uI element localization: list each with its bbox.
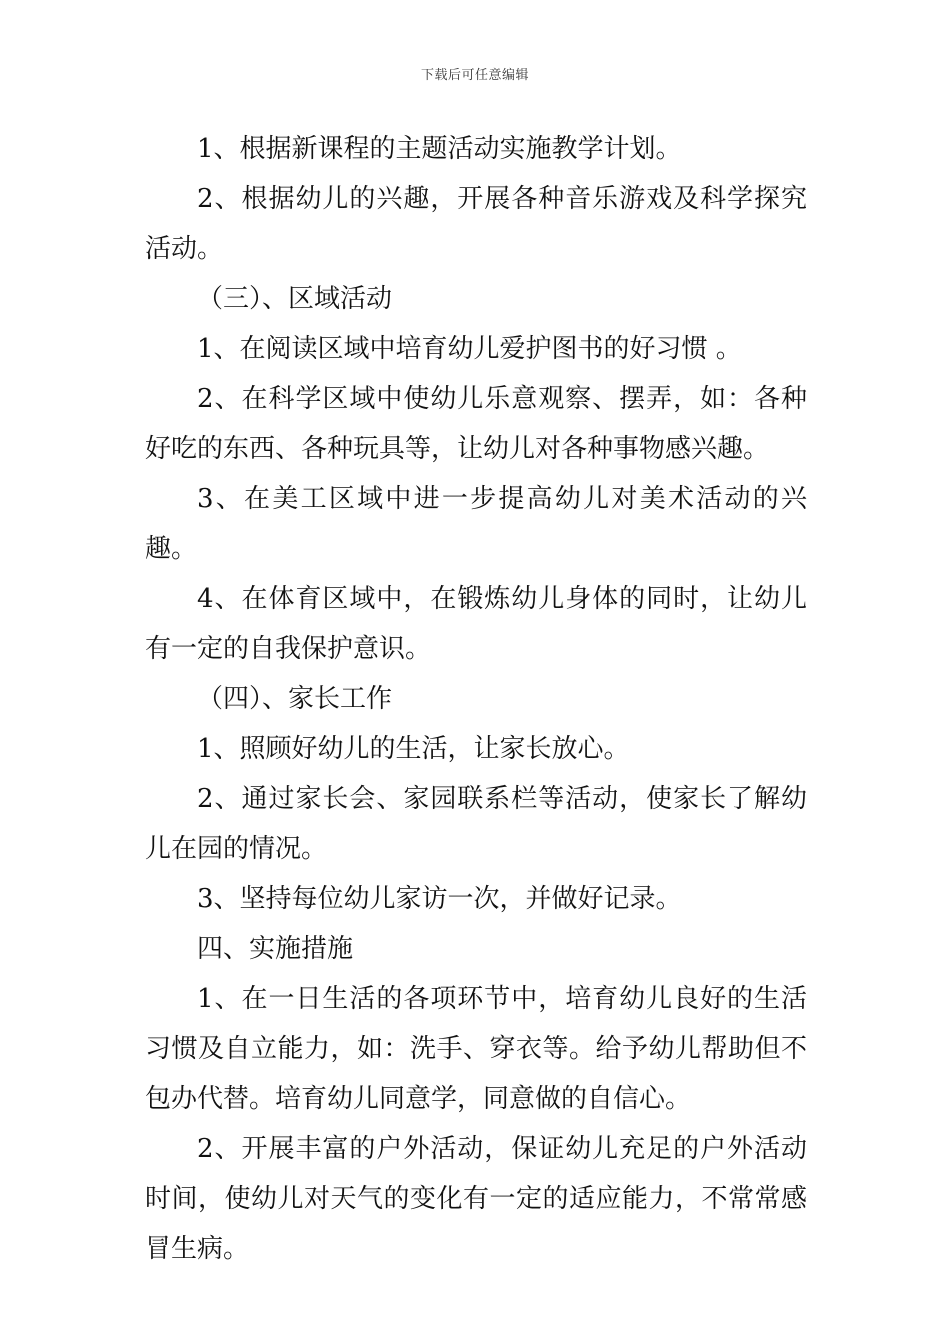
- paragraph: 4、在体育区域中，在锻炼幼儿身体的同时，让幼儿有一定的自我保护意识。: [145, 584, 807, 664]
- document-body: [145, 124, 807, 1274]
- paragraph: 2、通过家长会、家园联系栏等活动，使家长了解幼儿在园的情况。: [145, 784, 807, 864]
- paragraph: 2、开展丰富的户外活动，保证幼儿充足的户外活动时间，使幼儿对天气的变化有一定的适应能力，不常常感冒生病。: [145, 1134, 807, 1264]
- paragraph: 2、根据幼儿的兴趣，开展各种音乐游戏及科学探究活动。: [145, 184, 807, 264]
- paragraph: 3、在美工区域中进一步提高幼儿对美术活动的兴趣。: [145, 484, 807, 564]
- section-heading: 四、实施措施: [197, 934, 354, 964]
- paragraph: 1、在一日生活的各项环节中，培育幼儿良好的生活习惯及自立能力，如：洗手、穿衣等。给予幼儿帮助但不包办代替。培育幼儿同意学，同意做的自信心。: [145, 984, 807, 1114]
- section-heading: （四）、家长工作: [197, 684, 393, 714]
- page-header-note: 下载后可任意编辑: [420, 68, 529, 83]
- paragraph: 1、根据新课程的主题活动实施教学计划。: [197, 134, 682, 164]
- paragraph: 2、在科学区域中使幼儿乐意观察、摆弄，如：各种好吃的东西、各种玩具等，让幼儿对各种事物感兴趣。: [145, 384, 807, 464]
- section-heading: （三）、区域活动: [197, 284, 393, 314]
- paragraph: 3、坚持每位幼儿家访一次，并做好记录。: [197, 884, 682, 914]
- paragraph: 1、在阅读区域中培育幼儿爱护图书的好习惯 。: [197, 334, 742, 364]
- paragraph: 1、照顾好幼儿的生活，让家长放心。: [197, 734, 630, 764]
